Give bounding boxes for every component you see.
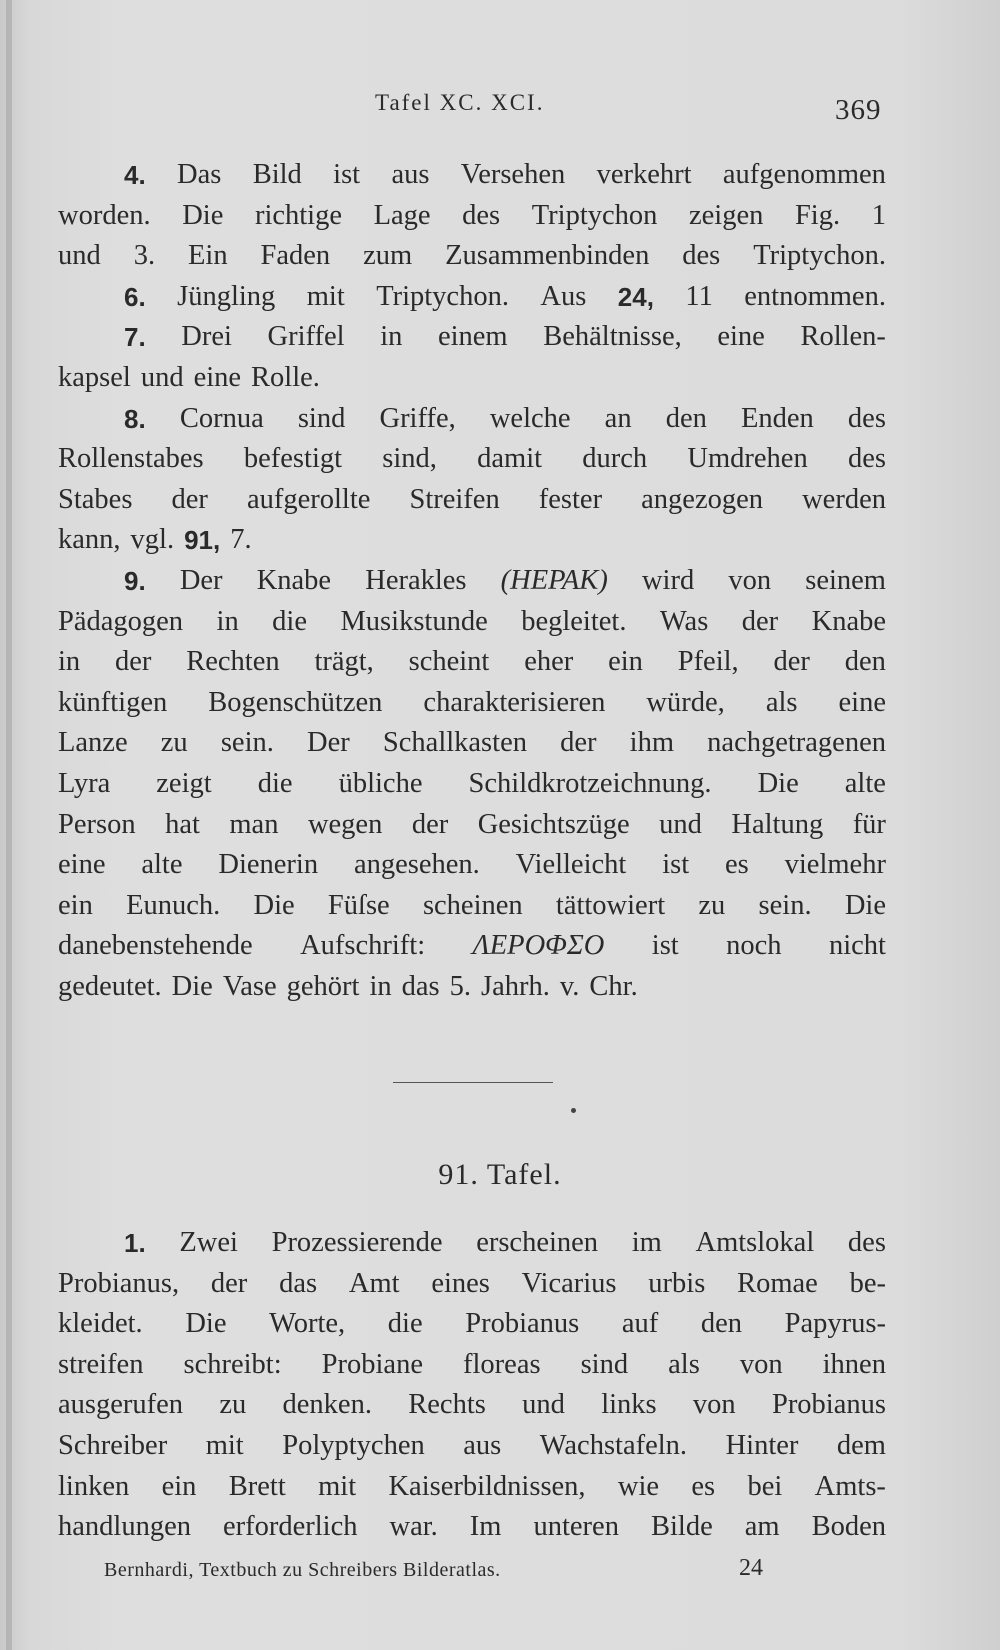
text-line [58, 1467, 886, 1508]
word: zeigt [156, 767, 212, 799]
word: wie [617, 1470, 660, 1502]
word: einem [437, 321, 508, 353]
text-line [58, 764, 886, 805]
word: in [216, 605, 239, 637]
word: ein [608, 646, 643, 678]
word: noch [726, 930, 782, 962]
word: von [728, 564, 772, 596]
word: linken [58, 1470, 130, 1502]
word: Jüngling [177, 280, 276, 312]
section-heading: 91. Tafel. [438, 1158, 562, 1191]
word: 3. [133, 240, 156, 272]
word: worden. [58, 199, 151, 231]
word: es [725, 849, 749, 881]
item-number: 7. [124, 322, 146, 353]
word: Amtslokal [695, 1227, 815, 1258]
word: als [765, 686, 798, 718]
word: ihnen [822, 1348, 886, 1380]
word: Ein [188, 240, 228, 272]
word: Schildkrotzeichnung. [468, 767, 712, 799]
commentary-section-91 [58, 1223, 886, 1548]
word: in [369, 970, 392, 1002]
word: von [739, 1348, 783, 1380]
word: der [741, 605, 779, 637]
word: Streifen [409, 483, 500, 515]
word: Rolle. [251, 361, 320, 393]
word: Der [179, 564, 223, 596]
page-spine-shadow [6, 0, 12, 1650]
word: Lage [373, 199, 431, 231]
word: der [115, 646, 152, 678]
word: der [773, 646, 810, 678]
word: Rechts [408, 1389, 486, 1421]
word: ein [58, 889, 93, 921]
word: ein [161, 1470, 197, 1502]
word: eine [58, 849, 106, 881]
item-number: 8. [124, 403, 146, 434]
word: ist [662, 849, 690, 881]
word: Prozessierende [271, 1227, 443, 1258]
word: übliche [338, 767, 423, 799]
word: unteren [533, 1511, 619, 1543]
text-line [58, 926, 886, 967]
word: Amts- [814, 1470, 886, 1502]
text-line [58, 805, 886, 846]
word: schreibt: [183, 1348, 282, 1380]
section-divider-rule [393, 1082, 553, 1083]
word: Was [659, 605, 709, 637]
word: Die [171, 970, 213, 1002]
greek-inscription: (ΗΕΡΑΚ) [500, 564, 608, 596]
word: trägt, [314, 646, 374, 678]
word: den [665, 402, 707, 434]
text-line [58, 1426, 886, 1467]
word: damit [477, 443, 543, 475]
word: aufgenommen [722, 159, 886, 190]
word: des [847, 402, 886, 434]
word: 5. [449, 970, 472, 1002]
text-line [58, 1385, 886, 1426]
text-line [58, 480, 886, 521]
word: Enden [740, 402, 814, 434]
text-line [58, 723, 886, 764]
word: Kaiserbildnissen, [388, 1470, 586, 1502]
word: künftigen [58, 686, 168, 718]
item-number: 9. [124, 565, 146, 596]
word: mit [318, 1470, 357, 1502]
word: 1 [871, 199, 886, 231]
word: von [692, 1389, 736, 1421]
word: Rollenstabes [58, 443, 204, 475]
word: scheint [408, 646, 490, 678]
signature-mark: 24 [739, 1555, 763, 1581]
word: zeigen [688, 199, 764, 231]
word: den [844, 646, 886, 678]
word: Griffe, [379, 402, 456, 434]
word: kleidet. [58, 1308, 143, 1340]
page-number: 369 [835, 94, 882, 126]
word: ausgerufen [58, 1389, 184, 1421]
footer-book-title: Bernhardi, Textbuch zu Schreibers Bilderatlas. [104, 1559, 501, 1581]
word: vielmehr [784, 849, 886, 881]
page-footer [104, 1555, 804, 1585]
word: Worte, [269, 1308, 346, 1340]
word: charakterisieren [423, 686, 606, 718]
word: Boden [811, 1511, 886, 1543]
word: an [604, 402, 632, 434]
text-line [58, 967, 886, 1008]
word: Bogenschützen [208, 686, 383, 718]
word: den [700, 1308, 743, 1340]
word: angezogen [641, 483, 764, 515]
word: links [601, 1389, 657, 1421]
word: das [401, 970, 440, 1002]
word: Triptychon. [376, 280, 509, 312]
word: zum [363, 240, 413, 272]
word: Schreiber [58, 1429, 168, 1461]
word: ihm [629, 727, 675, 759]
word: nicht [828, 930, 886, 962]
word: als [668, 1348, 700, 1380]
word: Lyra [58, 767, 111, 799]
word: dem [836, 1429, 886, 1461]
word: aus [391, 159, 430, 190]
running-head-title: Tafel XC. XCI. [375, 90, 545, 115]
word: gedeutet. [58, 970, 162, 1002]
word: würde, [646, 686, 725, 718]
word: begleitet. [521, 605, 627, 637]
word: Aufschrift: [300, 930, 426, 962]
word: der [171, 483, 208, 515]
word: Stabes [58, 483, 133, 515]
text-line [58, 642, 886, 683]
word: war. [389, 1511, 438, 1543]
word: wegen [307, 808, 383, 840]
word: Gesichtszüge [477, 808, 630, 840]
word: eines [431, 1267, 490, 1299]
word: gehört [286, 970, 360, 1002]
word: welche [489, 402, 571, 434]
word: hat [165, 808, 200, 840]
word: eine [838, 686, 886, 718]
word: Brett [228, 1470, 286, 1502]
word: der [411, 808, 449, 840]
greek-inscription: ΛΕΡΟΦΣΟ [472, 930, 605, 962]
word: sein. [220, 727, 274, 759]
word: werden [802, 483, 886, 515]
text-line [58, 520, 886, 561]
word: danebenstehende [58, 930, 253, 962]
word: und [522, 1389, 565, 1421]
word: scheinen [422, 889, 523, 921]
word: Hinter [725, 1429, 799, 1461]
word: zu [698, 889, 726, 921]
word: floreas [463, 1348, 541, 1380]
text-line [58, 683, 886, 724]
word: Amt [348, 1267, 400, 1299]
word: kapsel [58, 361, 131, 393]
word: Knabe [256, 564, 332, 596]
word: Person [58, 808, 136, 840]
word: Die [182, 199, 224, 231]
word: Knabe [811, 605, 886, 637]
word: sein. [758, 889, 812, 921]
word: Das [177, 159, 222, 190]
text-line [58, 561, 886, 602]
word: Polyptychen [282, 1429, 425, 1461]
word: streifen [58, 1348, 144, 1380]
word: im [631, 1227, 662, 1258]
word: Probianus [465, 1308, 580, 1340]
word: Im [469, 1511, 502, 1543]
word: Faden [260, 240, 331, 272]
word: Triptychon. [753, 240, 886, 272]
word: be- [849, 1267, 886, 1299]
word: seinem [805, 564, 886, 596]
word: in [380, 321, 403, 353]
word: Herakles [365, 564, 467, 596]
word: eine [193, 361, 242, 393]
word: verkehrt [596, 159, 692, 190]
word: auf [621, 1308, 659, 1340]
divider-dot [571, 1108, 576, 1113]
word: mit [205, 1429, 244, 1461]
text-line [58, 277, 886, 318]
word: Wachstafeln. [539, 1429, 688, 1461]
text-line [58, 1304, 886, 1345]
word: 7. [230, 524, 252, 556]
item-number: 6. [124, 281, 146, 312]
word: des [847, 443, 886, 475]
text-line [58, 155, 886, 196]
word: entnommen. [744, 280, 886, 312]
text-line [58, 845, 886, 886]
text-line [58, 1223, 886, 1264]
word: ist [651, 930, 679, 962]
word: Vase [222, 970, 277, 1002]
word: Vicarius [521, 1267, 617, 1299]
word: Rechten [186, 646, 280, 678]
word: Der [307, 727, 350, 759]
word: erscheinen [476, 1227, 599, 1258]
word: Lanze [58, 727, 128, 759]
plate-reference: 24, [617, 281, 654, 312]
word: der [210, 1267, 248, 1299]
word: angesehen. [353, 849, 480, 881]
word: Papyrus- [784, 1308, 886, 1340]
word: bei [747, 1470, 783, 1502]
word: des [462, 199, 501, 231]
word: fester [538, 483, 603, 515]
word: Pfeil, [677, 646, 739, 678]
word: man [229, 808, 279, 840]
word: Vielleicht [515, 849, 627, 881]
word: Schallkasten [382, 727, 527, 759]
plate-reference: 91, [184, 525, 221, 556]
word: Bilde [650, 1511, 713, 1543]
word: Zusammenbinden [445, 240, 650, 272]
word: das [279, 1267, 318, 1299]
word: handlungen [58, 1511, 191, 1543]
word: durch [582, 443, 648, 475]
word: Eunuch. [126, 889, 221, 921]
word: die [257, 767, 293, 799]
word: die [272, 605, 307, 637]
word: Fig. [794, 199, 841, 231]
text-line [58, 317, 886, 358]
word: Behältnisse, [543, 321, 682, 353]
text-line [58, 439, 886, 480]
text-line [58, 236, 886, 277]
text-line [58, 886, 886, 927]
word: erforderlich [222, 1511, 358, 1543]
word: Griffel [267, 321, 345, 353]
word: ist [333, 159, 361, 190]
word: wird [641, 564, 695, 596]
word: der [560, 727, 597, 759]
text-line [58, 1507, 886, 1548]
word: Zwei [179, 1227, 238, 1258]
word: Die [844, 889, 886, 921]
word: Drei [181, 321, 232, 353]
word: sind, [382, 443, 437, 475]
word: eine [717, 321, 765, 353]
word: Bild [252, 159, 302, 190]
word: Dienerin [218, 849, 319, 881]
word: Füſse [327, 889, 390, 921]
text-line [58, 399, 886, 440]
word: sind [580, 1348, 629, 1380]
text-line [58, 1264, 886, 1305]
word: sind [297, 402, 346, 434]
word: Die [185, 1308, 227, 1340]
word: und [659, 808, 702, 840]
word: Chr. [589, 970, 638, 1002]
word: aus [463, 1429, 502, 1461]
word: Versehen [460, 159, 566, 190]
word: Probiane [321, 1348, 423, 1380]
word: urbis [648, 1267, 706, 1299]
word: vgl. [130, 524, 175, 556]
word: Jahrh. [481, 970, 550, 1002]
word: tättowiert [555, 889, 666, 921]
text-line [58, 196, 886, 237]
word: die [387, 1308, 423, 1340]
running-head [0, 86, 1000, 126]
word: kann, [58, 524, 121, 556]
word: alte [844, 767, 886, 799]
item-number: 4. [124, 160, 146, 190]
word: Cornua [179, 402, 264, 434]
word: 11 [685, 280, 713, 312]
word: und [58, 240, 101, 272]
word: nachgetragenen [707, 727, 886, 759]
text-line [58, 602, 886, 643]
word: es [691, 1470, 716, 1502]
word: Umdrehen [687, 443, 808, 475]
word: des [682, 240, 721, 272]
word: Pädagogen [58, 605, 184, 637]
word: Die [757, 767, 799, 799]
word: und [140, 361, 184, 393]
word: aufgerollte [246, 483, 371, 515]
word: mit [306, 280, 345, 312]
word: Triptychon [531, 199, 658, 231]
word: v. [559, 970, 580, 1002]
word: eher [524, 646, 574, 678]
word: Probianus, [58, 1267, 180, 1299]
word: zu [219, 1389, 247, 1421]
word: Musikstunde [340, 605, 488, 637]
text-line [58, 1345, 886, 1386]
word: Aus [540, 280, 587, 312]
word: richtige [254, 199, 342, 231]
item-number: 1. [124, 1228, 146, 1258]
commentary-section-90 [58, 155, 886, 1007]
word: denken. [282, 1389, 372, 1421]
word: Haltung [731, 808, 824, 840]
word: Die [253, 889, 295, 921]
word: alte [141, 849, 183, 881]
word: des [847, 1227, 886, 1258]
word: Probianus [771, 1389, 886, 1421]
word: befestigt [243, 443, 343, 475]
text-line [58, 358, 886, 399]
word: am [744, 1511, 780, 1543]
word: Rollen- [800, 321, 886, 353]
word: in [58, 646, 81, 678]
word: zu [160, 727, 188, 759]
word: Romae [737, 1267, 818, 1299]
word: für [852, 808, 886, 840]
